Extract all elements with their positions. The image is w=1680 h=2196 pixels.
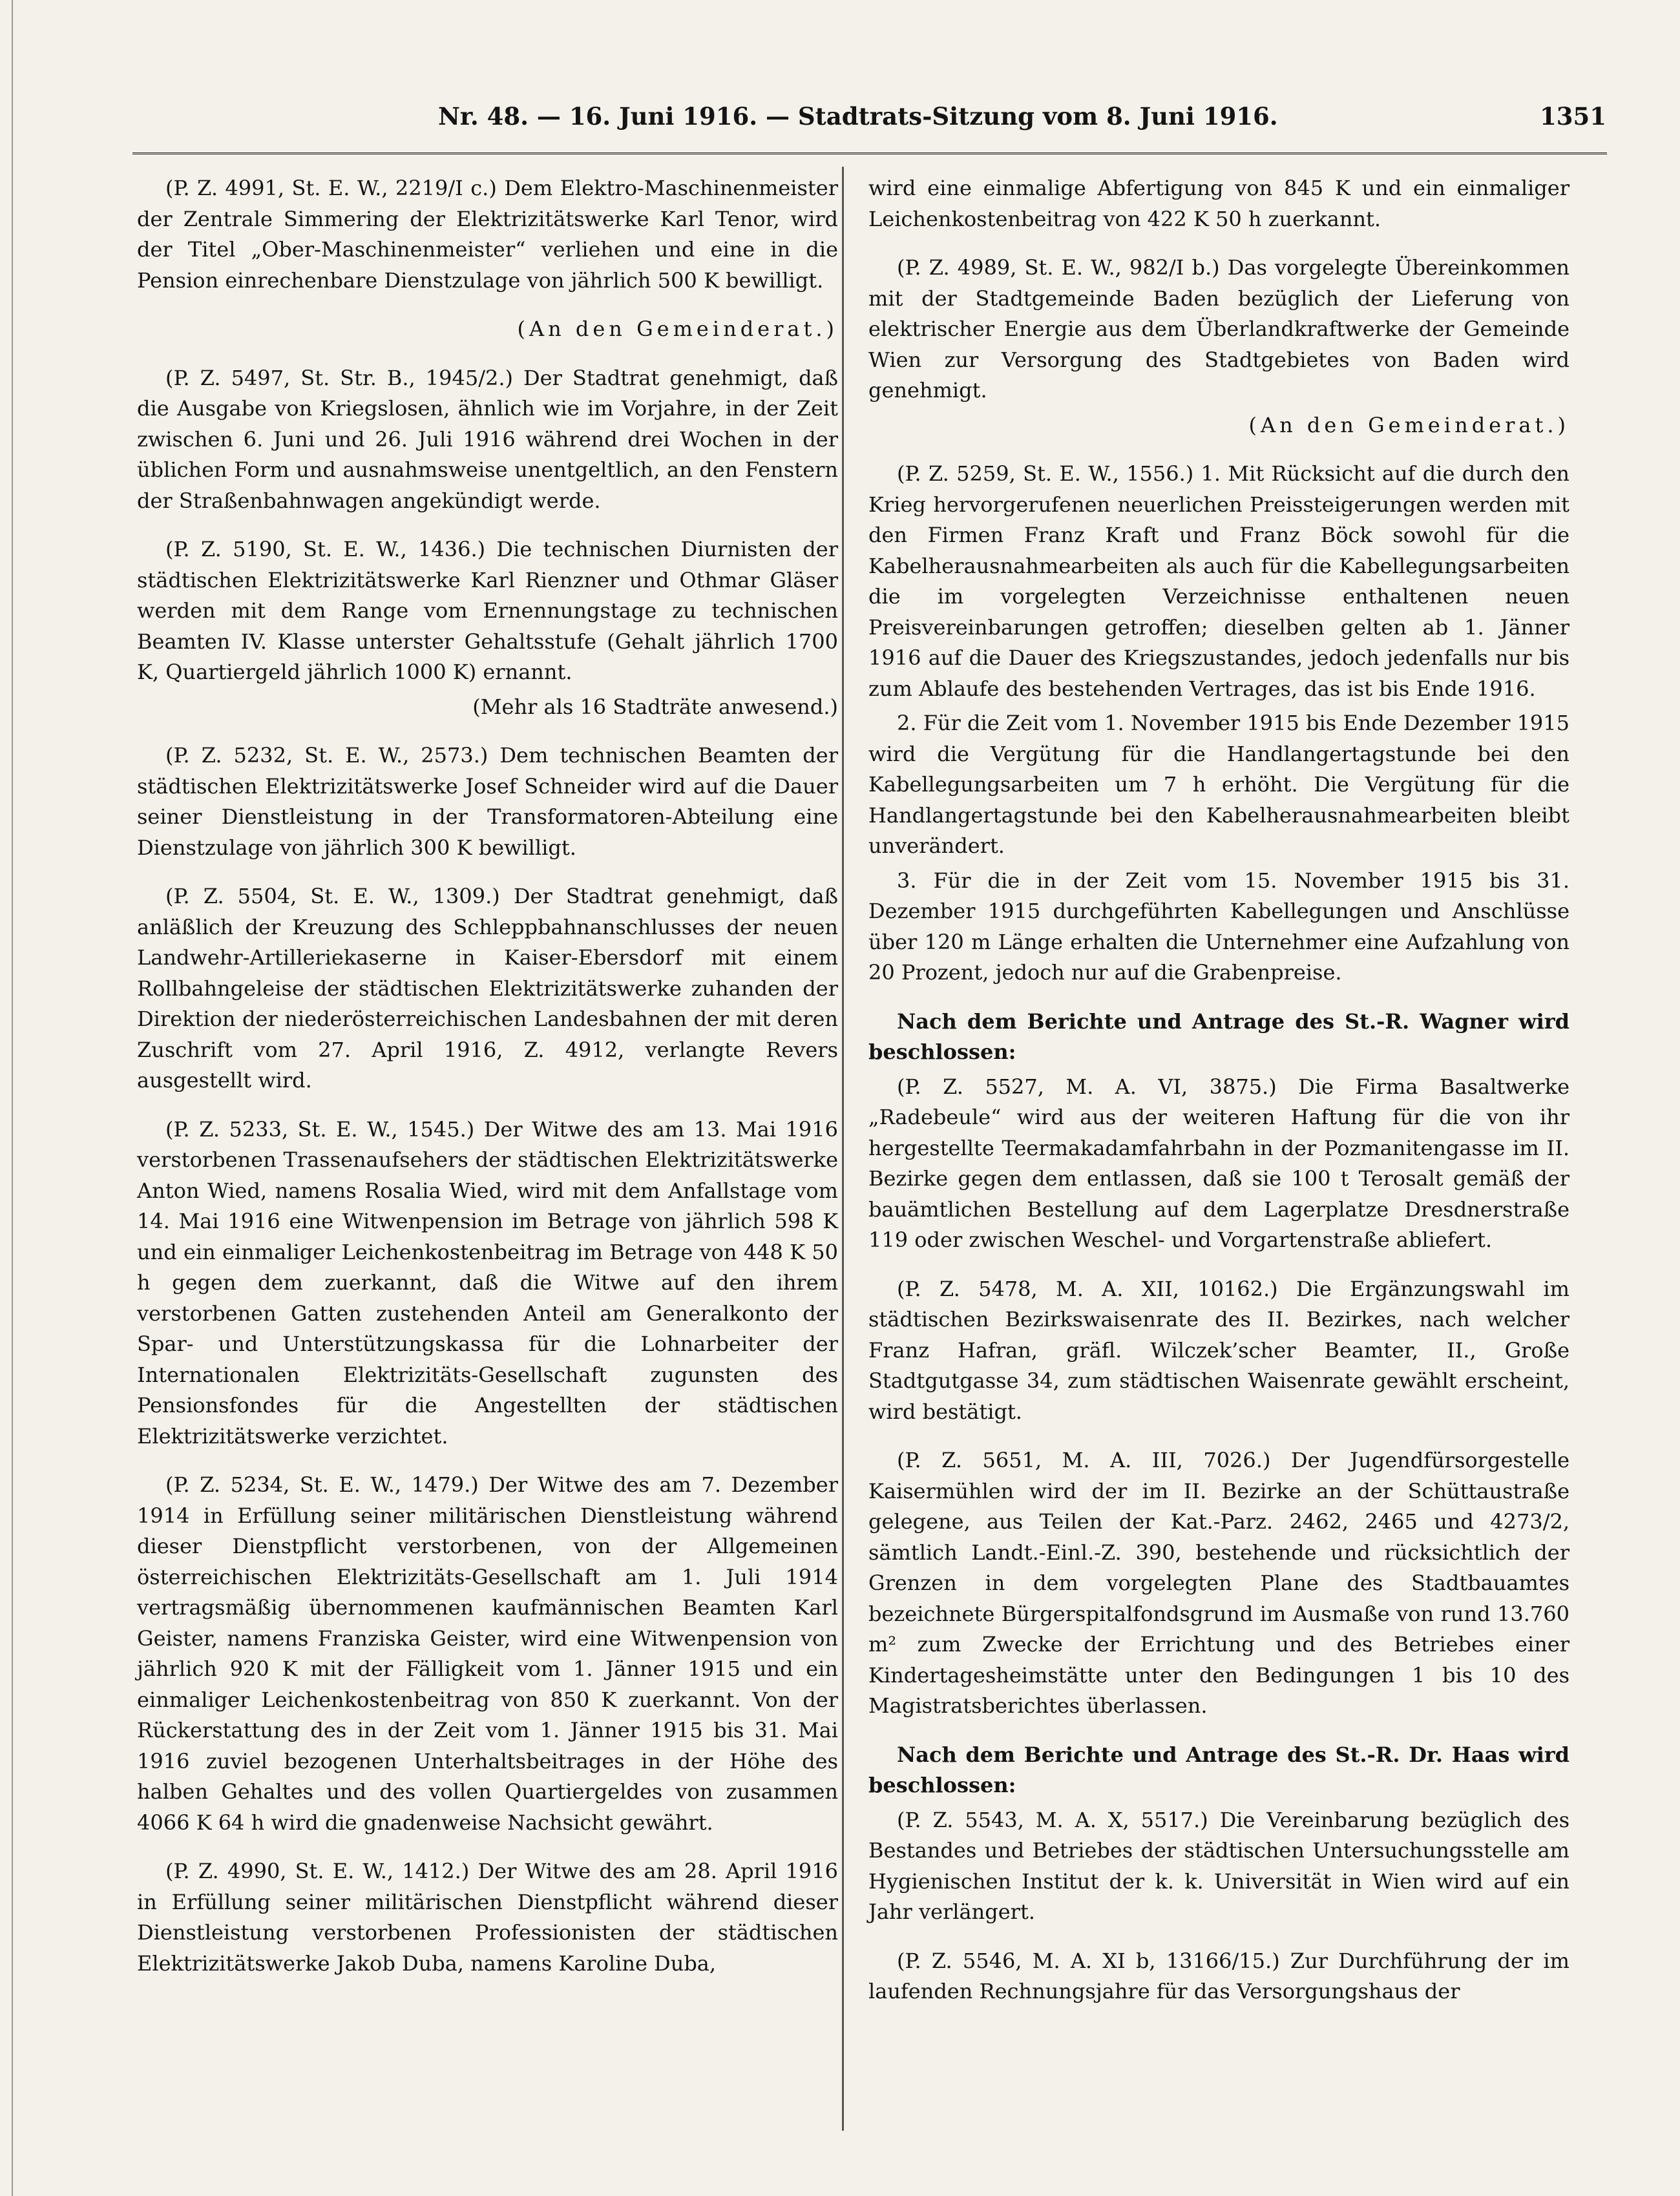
paragraph-continuation: wird eine einmalige Abfertigung von 845 K und ein einmaliger Leichenkostenbeitrag von 422 K 50 h zuerkannt. <box>868 176 1570 231</box>
paragraph-note: (An den Gemeinderat.) <box>1248 412 1570 437</box>
paragraph: (P. Z. 5190, St. E. W., 1436.) Die technischen Diurnisten der städtischen Elektrizitätswerke Karl Rienzner und Othmar Gläser werden mit dem Range vom Ernennungstage zu technischen Beamten IV. Klasse unterster Gehaltsstufe (Gehalt jährlich 1700 K, Quartiergeld jährlich 1000 K) ernannt. <box>137 537 838 684</box>
paragraph: (P. Z. 5232, St. E. W., 2573.) Dem technischen Beamten der städtischen Elektrizitätswerke Josef Schneider wird auf die Dauer seiner Dienstleistung in der Transformatoren-Abteilung eine Dienstzulage von jährlich 300 K bewilligt. <box>137 743 838 860</box>
paragraph: (P. Z. 5233, St. E. W., 1545.) Der Witwe des am 13. Mai 1916 verstorbenen Trassenaufsehers der städtischen Elektrizitätswerke Anton Wied, namens Rosalia Wied, wird mit dem Anfallstage vom 14. Mai 1916 eine Witwenpension im Betrage von jährlich 598 K und ein einmaliger Leichenkostenbeitrag im Betrage von 448 K 50 h gegen dem zuerkannt, daß die Witwe auf den ihrem verstorbenen Gatten zustehenden Anteil am Generalkonto der Spar- und Unterstützungskassa für die Lohnarbeiter der Internationalen Elektrizitäts-Gesellschaft zugunsten des Pensionsfondes für die Angestellten der städtischen Elektrizitätswerke verzichtet. <box>137 1116 838 1448</box>
paragraph: (P. Z. 4990, St. E. W., 1412.) Der Witwe des am 28. April 1916 in Erfüllung seiner militärischen Dienstpflicht während dieser Dienstleistung verstorbenen Professionisten der städtischen Elektrizitätswerke Jakob Duba, namens Karoline Duba, <box>137 1859 838 1976</box>
paragraph: (P. Z. 5478, M. A. XII, 10162.) Die Ergänzungswahl im städtischen Bezirkswaisenrate des II. Bezirkes, nach welcher Franz Hafran, gräfl. Wilczek’scher Beamter, II., Große Stadtgutgasse 34, zum städtischen Waisenrate gewählt erscheint, wird bestätigt. <box>868 1276 1570 1424</box>
paragraph-note: (An den Gemeinderat.) <box>517 317 838 341</box>
paragraph: (P. Z. 5234, St. E. W., 1479.) Der Witwe des am 7. Dezember 1914 in Erfüllung seiner militärischen Dienstleistung während dieser Dienstpflicht verstorbenen, von der Allgemeinen österreichischen Elektrizitäts-Gesellschaft am 1. Juli 1914 vertragsmäßig übernommenen kaufmännischen Beamten Karl Geister, namens Franziska Geister, wird eine Witwenpension von jährlich 920 K mit der Fälligkeit vom 1. Jänner 1915 und ein einmaliger Leichenkostenbeitrag von 850 K zuerkannt. Von der Rückerstattung des in der Zeit vom 1. Jänner 1915 bis 31. Mai 1916 zuviel bezogenen Unterhaltsbeitrages in der Höhe des halben Gehaltes und des vollen Quartiergeldes von zusammen 4066 K 64 h wird die gnadenweise Nachsicht gewährt. <box>137 1472 838 1835</box>
paragraph: (P. Z. 4989, St. E. W., 982/I b.) Das vorgelegte Übereinkommen mit der Stadtgemeinde Baden bezüglich der Lieferung von elektrischer Energie aus dem Überlandkraftwerke der Gemeinde Wien zur Versorgung des Stadtgebietes von Baden wird genehmigt. <box>868 255 1570 403</box>
page-edge <box>12 0 13 2196</box>
paragraph: (P. Z. 5504, St. E. W., 1309.) Der Stadtrat genehmigt, daß anläßlich der Kreuzung des Schleppbahnanschlusses der neuen Landwehr-Artilleriekaserne in Kaiser-Ebersdorf mit einem Rollbahngeleise der städtischen Elektrizitätswerke zuhanden der Direktion der niederösterreichischen Landesbahnen der mit deren Zuschrift vom 27. April 1916, Z. 4912, verlangte Revers ausgestellt wird. <box>137 884 838 1093</box>
section-heading: Nach dem Berichte und Antrage des St.-R. Wagner wird beschlossen: <box>868 1009 1570 1064</box>
left-column <box>137 173 838 1997</box>
column-divider <box>842 167 844 2131</box>
paragraph: (P. Z. 4991, St. E. W., 2219/I c.) Dem Elektro-Maschinenmeister der Zentrale Simmering der Elektrizitätswerke Karl Tenor, wird der Titel „Ober-Maschinenmeister“ verliehen und eine in die Pension einrechenbare Dienstzulage von jährlich 500 K bewilligt. <box>137 176 838 293</box>
paragraph: (P. Z. 5546, M. A. XI b, 13166/15.) Zur Durchführung der im laufenden Rechnungsjahre für das Versorgungshaus der <box>868 1948 1570 2003</box>
header-rule <box>132 143 1607 154</box>
paragraph: (P. Z. 5651, M. A. III, 7026.) Der Jugendfürsorgestelle Kaisermühlen wird der im II. Bezirke an der Schüttaustraße gelegene, aus Teilen der Kat.-Parz. 2462, 2465 und 4273/2, sämtlich Landt.-Einl.-Z. 390, bestehende und rücksichtlich der Grenzen in dem vorgelegten Plane des Stadtbauamtes bezeichnete Bürgerspitalfondsgrund im Ausmaße von rund 13.760 m² zum Zwecke der Errichtung und des Betriebes einer Kindertagesheimstätte unter den Bedingungen 1 bis 10 des Magistratsberichtes überlassen. <box>868 1448 1570 1718</box>
paragraph: 2. Für die Zeit vom 1. November 1915 bis Ende Dezember 1915 wird die Vergütung für die Handlangertagstunde bei den Kabellegungsarbeiten um 7 h erhöht. Die Vergütung für die Handlangertagstunde bei den Kabelherausnahmearbeiten bleibt unverändert. <box>868 711 1570 858</box>
page-header <box>134 102 1606 138</box>
header-title: Nr. 48. — 16. Juni 1916. — Stadtrats-Sitzung vom 8. Juni 1916. <box>438 102 1278 131</box>
section-heading: Nach dem Berichte und Antrage des St.-R. Dr. Haas wird beschlossen: <box>868 1742 1570 1797</box>
paragraph: (P. Z. 5543, M. A. X, 5517.) Die Vereinbarung bezüglich des Bestandes und Betriebes der städtischen Untersuchungsstelle am Hygienischen Institut der k. k. Universität in Wien wird auf ein Jahr verlängert. <box>868 1807 1570 1924</box>
paragraph: 3. Für die in der Zeit vom 15. November 1915 bis 31. Dezember 1915 durchgeführten Kabellegungen und Anschlüsse über 120 m Länge erhalten die Unternehmer eine Aufzahlung von 20 Prozent, jedoch nur auf die Grabenpreise. <box>868 868 1570 985</box>
paragraph: (P. Z. 5259, St. E. W., 1556.) 1. Mit Rücksicht auf die durch den Krieg hervorgerufenen neuerlichen Preissteigerungen werden mit den Firmen Franz Kraft und Franz Böck sowohl für die Kabelherausnahmearbeiten als auch für die Kabellegungsarbeiten die im vorgelegten Verzeichnisse enthaltenen neuen Preisvereinbarungen getroffen; dieselben gelten ab 1. Jänner 1916 auf die Dauer des Kriegszustandes, jedoch jedenfalls nur bis zum Ablaufe des bestehenden Vertrages, das ist bis Ende 1916. <box>868 461 1570 701</box>
paragraph-note: (Mehr als 16 Stadträte anwesend.) <box>472 694 838 719</box>
page-number: 1351 <box>1540 102 1606 131</box>
paragraph: (P. Z. 5527, M. A. VI, 3875.) Die Firma Basaltwerke „Radebeule“ wird aus der weiteren Haftung für die von ihr hergestellte Teermakadamfahrbahn in der Pozmanitengasse im II. Bezirke gegen dem entlassen, daß sie 100 t Terosalt gemäß der bauämtlichen Bestellung auf dem Lagerplatze Dresdnerstraße 119 oder zwischen Weschel- und Vorgartenstraße abliefert. <box>868 1074 1570 1252</box>
right-column <box>868 173 1570 2025</box>
paragraph: (P. Z. 5497, St. Str. B., 1945/2.) Der Stadtrat genehmigt, daß die Ausgabe von Kriegslosen, ähnlich wie im Vorjahre, in der Zeit zwischen 6. Juni und 26. Juli 1916 während drei Wochen in der üblichen Form und ausnahmsweise unentgeltlich, an den Fenstern der Straßenbahnwagen angekündigt werde. <box>137 365 838 513</box>
